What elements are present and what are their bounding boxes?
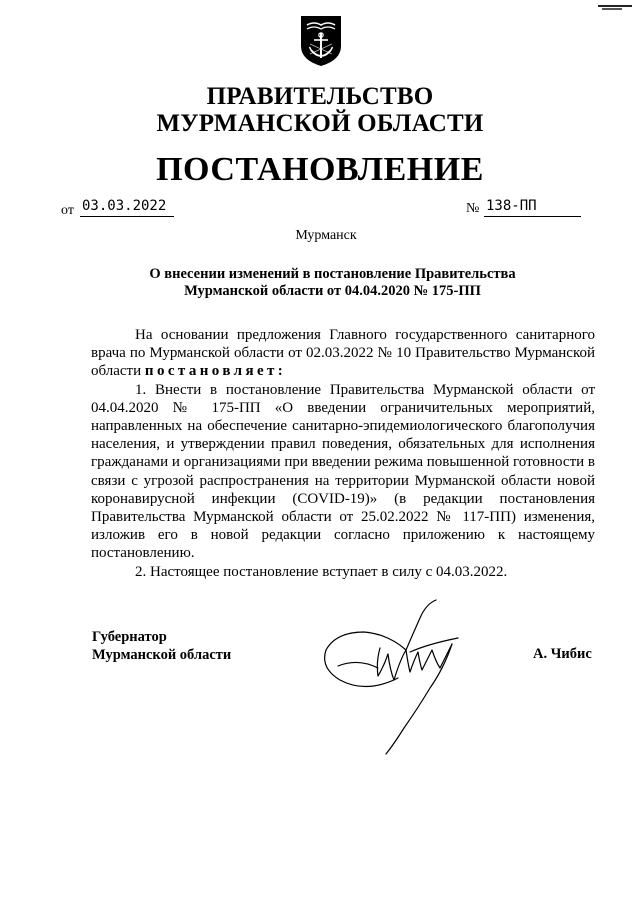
- handwritten-signature: [318, 598, 468, 758]
- document-number-field: 138-ПП: [484, 196, 581, 217]
- organization-name-line2: МУРМАНСКОЙ ОБЛАСТИ: [156, 110, 484, 137]
- number-prefix: №: [466, 201, 480, 216]
- signatory-title-line2: Мурманской области: [92, 647, 232, 663]
- item-1-paragraph: 1. Внести в постановление Правительства Мурманской области от 04.04.2020 № 175-ПП «О введении ограничительных мероприятий, направленных на обеспечение санитарно-эпидемиологического благополучия населения, и утверждении правил поведения, обязательных для исполнения гражданами и организациями при введении режима повышенной готовности в связи с угрозой распространения на территории Мурманской области новой коронавирусной инфекции (COVID-19)» (в редакции постановления Правительства Мурманской области от 25.02.2022 № 117-ПП) изменения, изложив его в новой редакции согласно приложению к настоящему постановлению.: [91, 381, 595, 562]
- decree-word: постановляет:: [144, 363, 287, 380]
- document-type-title: ПОСТАНОВЛЕНИЕ: [156, 151, 484, 188]
- document-date-field: 03.03.2022: [80, 196, 174, 217]
- organization-name-line1: ПРАВИТЕЛЬСТВО: [206, 83, 434, 110]
- document-subject: О внесении изменений в постановление Правительства Мурманской области от 04.04.2020 № 175-ПП: [149, 266, 516, 299]
- murmansk-coat-of-arms-icon: [298, 14, 344, 68]
- signer-name: А. Чибис: [533, 646, 592, 662]
- document-body: [91, 326, 595, 581]
- date-prefix: от: [61, 203, 74, 218]
- signatory-title: [92, 628, 231, 664]
- preamble-text: На основании предложения Главного государственного санитарного врача по Мурманской области от 02.03.2022 № 10 Правительство Мурманской области: [91, 327, 595, 380]
- preamble-paragraph: [91, 326, 595, 381]
- item-2-paragraph: 2. Настоящее постановление вступает в силу с 04.03.2022.: [135, 563, 508, 580]
- scan-corner-mark: [598, 4, 632, 12]
- issue-city: Мурманск: [295, 228, 357, 243]
- signatory-title-line1: Губернатор: [92, 629, 167, 645]
